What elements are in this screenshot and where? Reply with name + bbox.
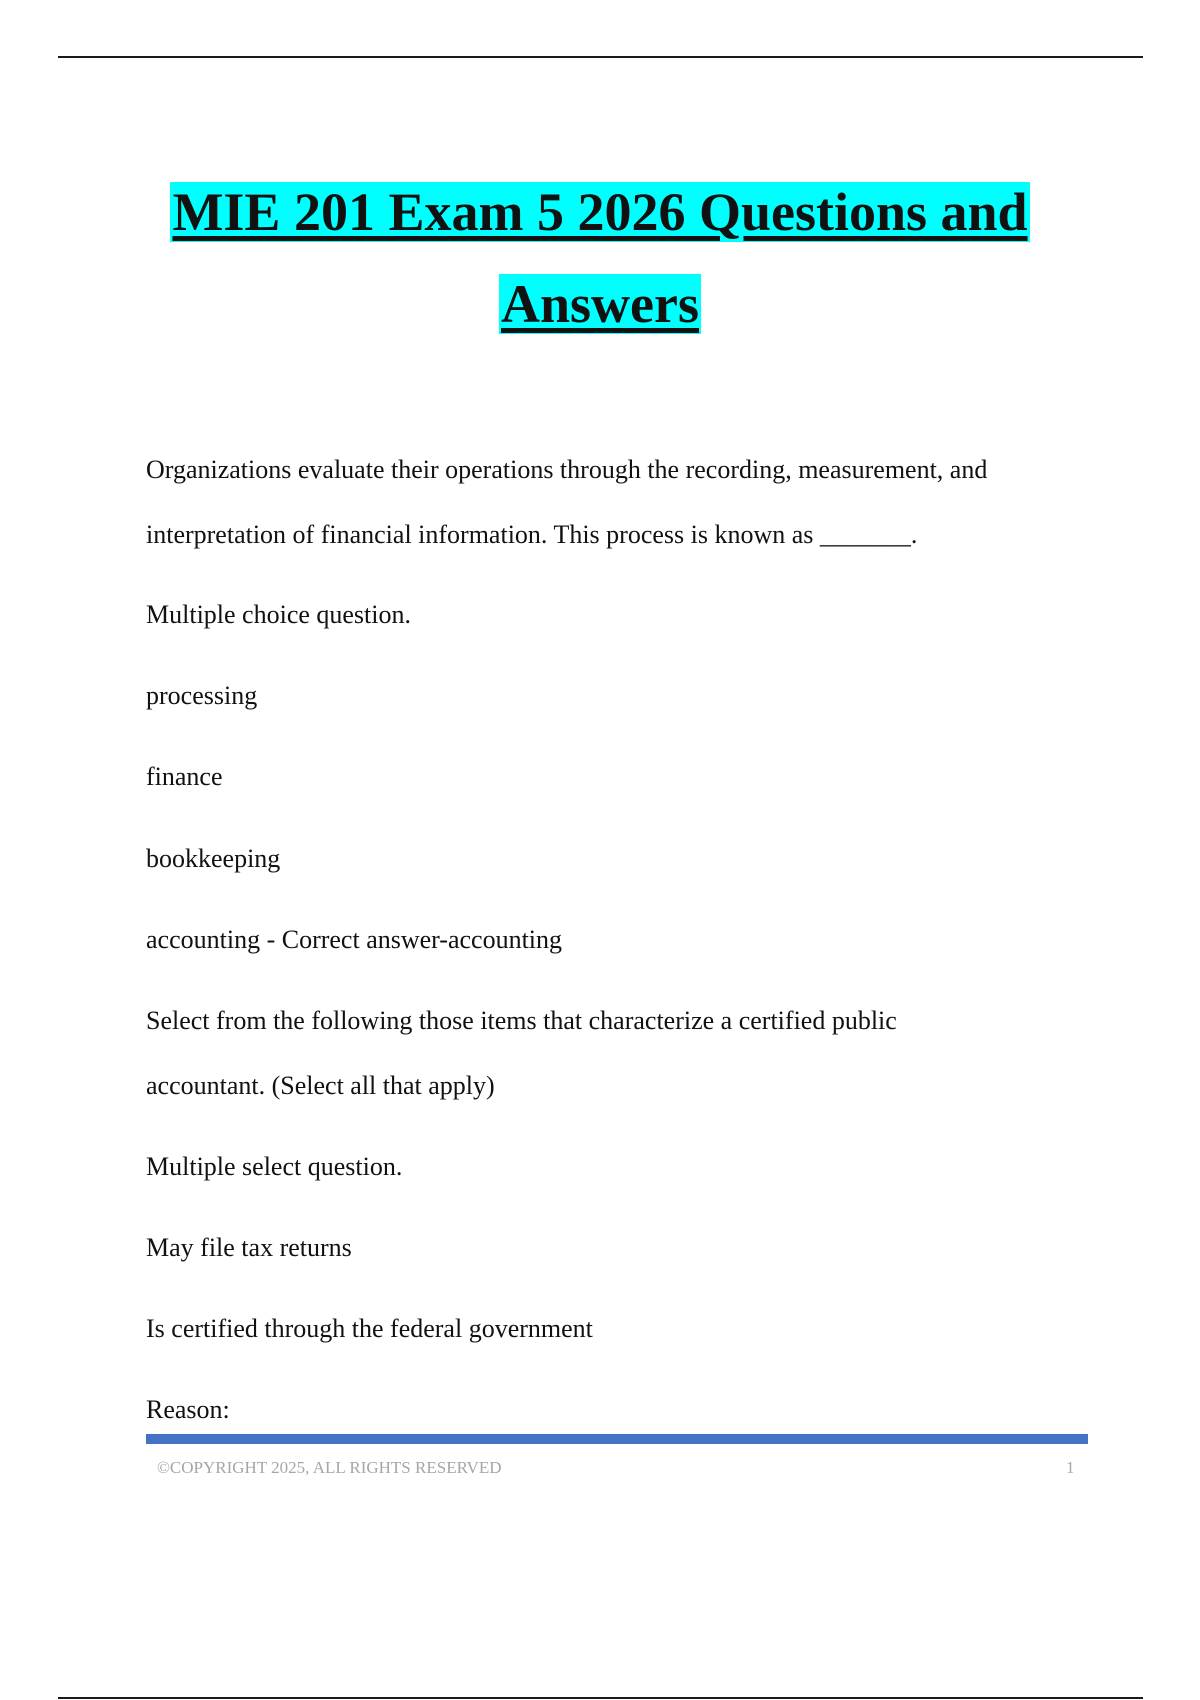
footer-page-number: 1 (1066, 1458, 1075, 1477)
question-2-type: Multiple select question. (146, 1152, 403, 1181)
question-1-type: Multiple choice question. (146, 600, 412, 629)
page-title-line-1: MIE 201 Exam 5 2026 Questions and (172, 182, 1028, 242)
question-2-option-file-tax: May file tax returns (146, 1233, 352, 1262)
question-1-answer: accounting - Correct answer-accounting (146, 925, 563, 954)
page-title-line-2: Answers (501, 274, 699, 334)
question-2-option-federal: Is certified through the federal government (146, 1314, 593, 1343)
top-rule (58, 56, 1143, 58)
question-1-text-line-1: Organizations evaluate their operations through the recording, measurement, and (146, 455, 988, 484)
question-1-option-finance: finance (146, 762, 223, 791)
question-1-option-bookkeeping: bookkeeping (146, 844, 281, 873)
footer-divider-bar (146, 1434, 1088, 1444)
question-2-reason-label: Reason: (146, 1395, 230, 1424)
question-2-text-line-1: Select from the following those items that characterize a certified public (146, 1006, 897, 1035)
bottom-rule (58, 1697, 1143, 1699)
question-1-option-processing: processing (146, 681, 258, 710)
question-1-text-line-2: interpretation of financial information. This process is known as _______. (146, 520, 918, 549)
question-2-text-line-2: accountant. (Select all that apply) (146, 1071, 495, 1100)
footer-copyright: ©COPYRIGHT 2025, ALL RIGHTS RESERVED (157, 1458, 502, 1477)
